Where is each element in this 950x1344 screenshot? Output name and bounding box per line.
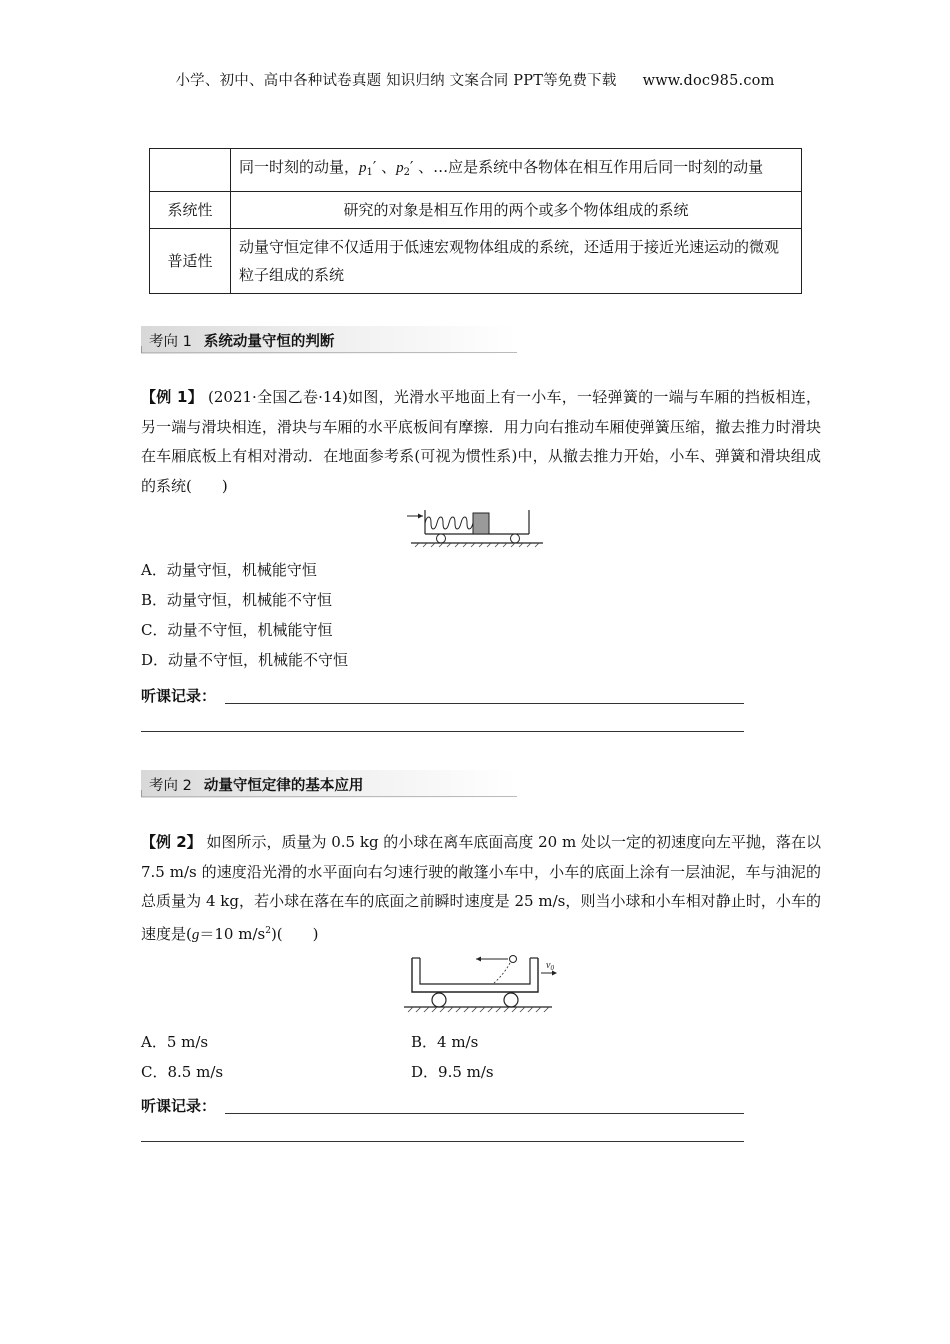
table-row [150,149,802,192]
property-table [149,148,802,294]
record-blank-line[interactable] [141,1141,744,1142]
var-p: p [396,160,404,176]
heading-title: 系统动量守恒的判断 [203,334,335,350]
heading-tick [141,790,142,797]
table-row [150,192,802,229]
example-lead: 【例 2】 [141,833,202,851]
heading-title: 动量守恒定律的基本应用 [203,778,364,794]
option-b[interactable]: B．动量守恒，机械能不守恒 [141,591,333,609]
table-text: ′ 、 [372,158,397,176]
option-b[interactable]: B．4 m/s [411,1033,479,1051]
heading-tick [141,346,142,353]
section-heading-1 [141,326,517,354]
table-cell: 普适性 [150,229,231,294]
example-1-options [141,555,348,675]
heading-number: 考向 2 [149,778,192,794]
heading-text [149,330,334,351]
example-1-question [141,383,821,501]
record-blank-line[interactable] [141,731,744,732]
subscript: 2 [403,167,410,178]
table-cell: 系统性 [150,192,231,229]
example-text: )( ) [270,924,319,943]
table-cell: 研究的对象是相互作用的两个或多个物体组成的系统 [231,192,802,229]
table-text: ′ 、…应是系统中各物体在相互作用后同一时刻的动量 [409,158,764,176]
record-label: 听课记录： [141,1097,217,1115]
heading-underline [141,796,517,797]
table-cell [231,149,802,192]
example-text: ＝10 m/s [199,924,266,943]
example-2-question [141,828,821,950]
header-site: www.doc985.com [642,73,775,89]
option-c[interactable]: C．动量不守恒，机械能守恒 [141,621,333,639]
heading-number: 考向 1 [149,334,192,350]
open-cart-figure [404,952,574,1018]
example-2-options-left [141,1027,223,1087]
option-a[interactable]: A．5 m/s [141,1033,209,1051]
subscript: 1 [366,167,373,178]
velocity-label: $v_0$ [546,960,554,972]
heading-text [149,774,363,795]
example-2-options-right [411,1027,494,1087]
option-d[interactable]: D．9.5 m/s [411,1063,494,1081]
example-text: 如图所示，质量为 0.5 kg 的小球在离车底面高度 20 m 处以一定的初速度向左平抛，落在以 7.5 m/s 的速度沿光滑的水平面向右匀速行驶的敞篷小车中，小车的底面上涂有一层油泥，车与油泥的总质量为 4 kg，若小球在落在车的底面之前瞬时速度是 25 m/s，则当小球和小车相对静止时，小车的速度是( [141,833,821,943]
table-text: 同一时刻的动量， [239,158,360,176]
table-cell [150,149,231,192]
table-cell: 动量守恒定律不仅适用于低速宏观物体组成的系统，还适用于接近光速运动的微观粒子组成的系统 [231,229,802,294]
var-g: g [191,926,200,943]
header-text: 小学、初中、高中各种试卷真题 知识归纳 文案合同 PPT等免费下载 [175,73,617,89]
cart-spring-figure [405,508,545,548]
option-a[interactable]: A．动量守恒，机械能守恒 [141,561,317,579]
superscript: 2 [265,925,271,936]
section-heading-2 [141,770,517,798]
record-label: 听课记录： [141,687,217,705]
table-row [150,229,802,294]
heading-underline [141,352,517,353]
record-line-1 [141,685,744,705]
page-header [0,69,950,90]
var-p: p [359,160,367,176]
example-lead: 【例 1】 [141,388,203,406]
record-underline[interactable] [225,1113,744,1114]
example-text: (2021·全国乙卷·14)如图，光滑水平地面上有一小车，一轻弹簧的一端与车厢的挡板相连，另一端与滑块相连，滑块与车厢的水平底板间有摩擦．用力向右推动车厢使弹簧压缩，撤去推力时滑块在车厢底板上有相对滑动．在地面参考系(可视为惯性系)中，从撤去推力开始，小车、弹簧和滑块组成的系统( ) [141,388,821,495]
option-c[interactable]: C．8.5 m/s [141,1063,224,1081]
record-line-2 [141,1095,744,1115]
record-underline[interactable] [225,703,744,704]
option-d[interactable]: D．动量不守恒，机械能不守恒 [141,651,349,669]
